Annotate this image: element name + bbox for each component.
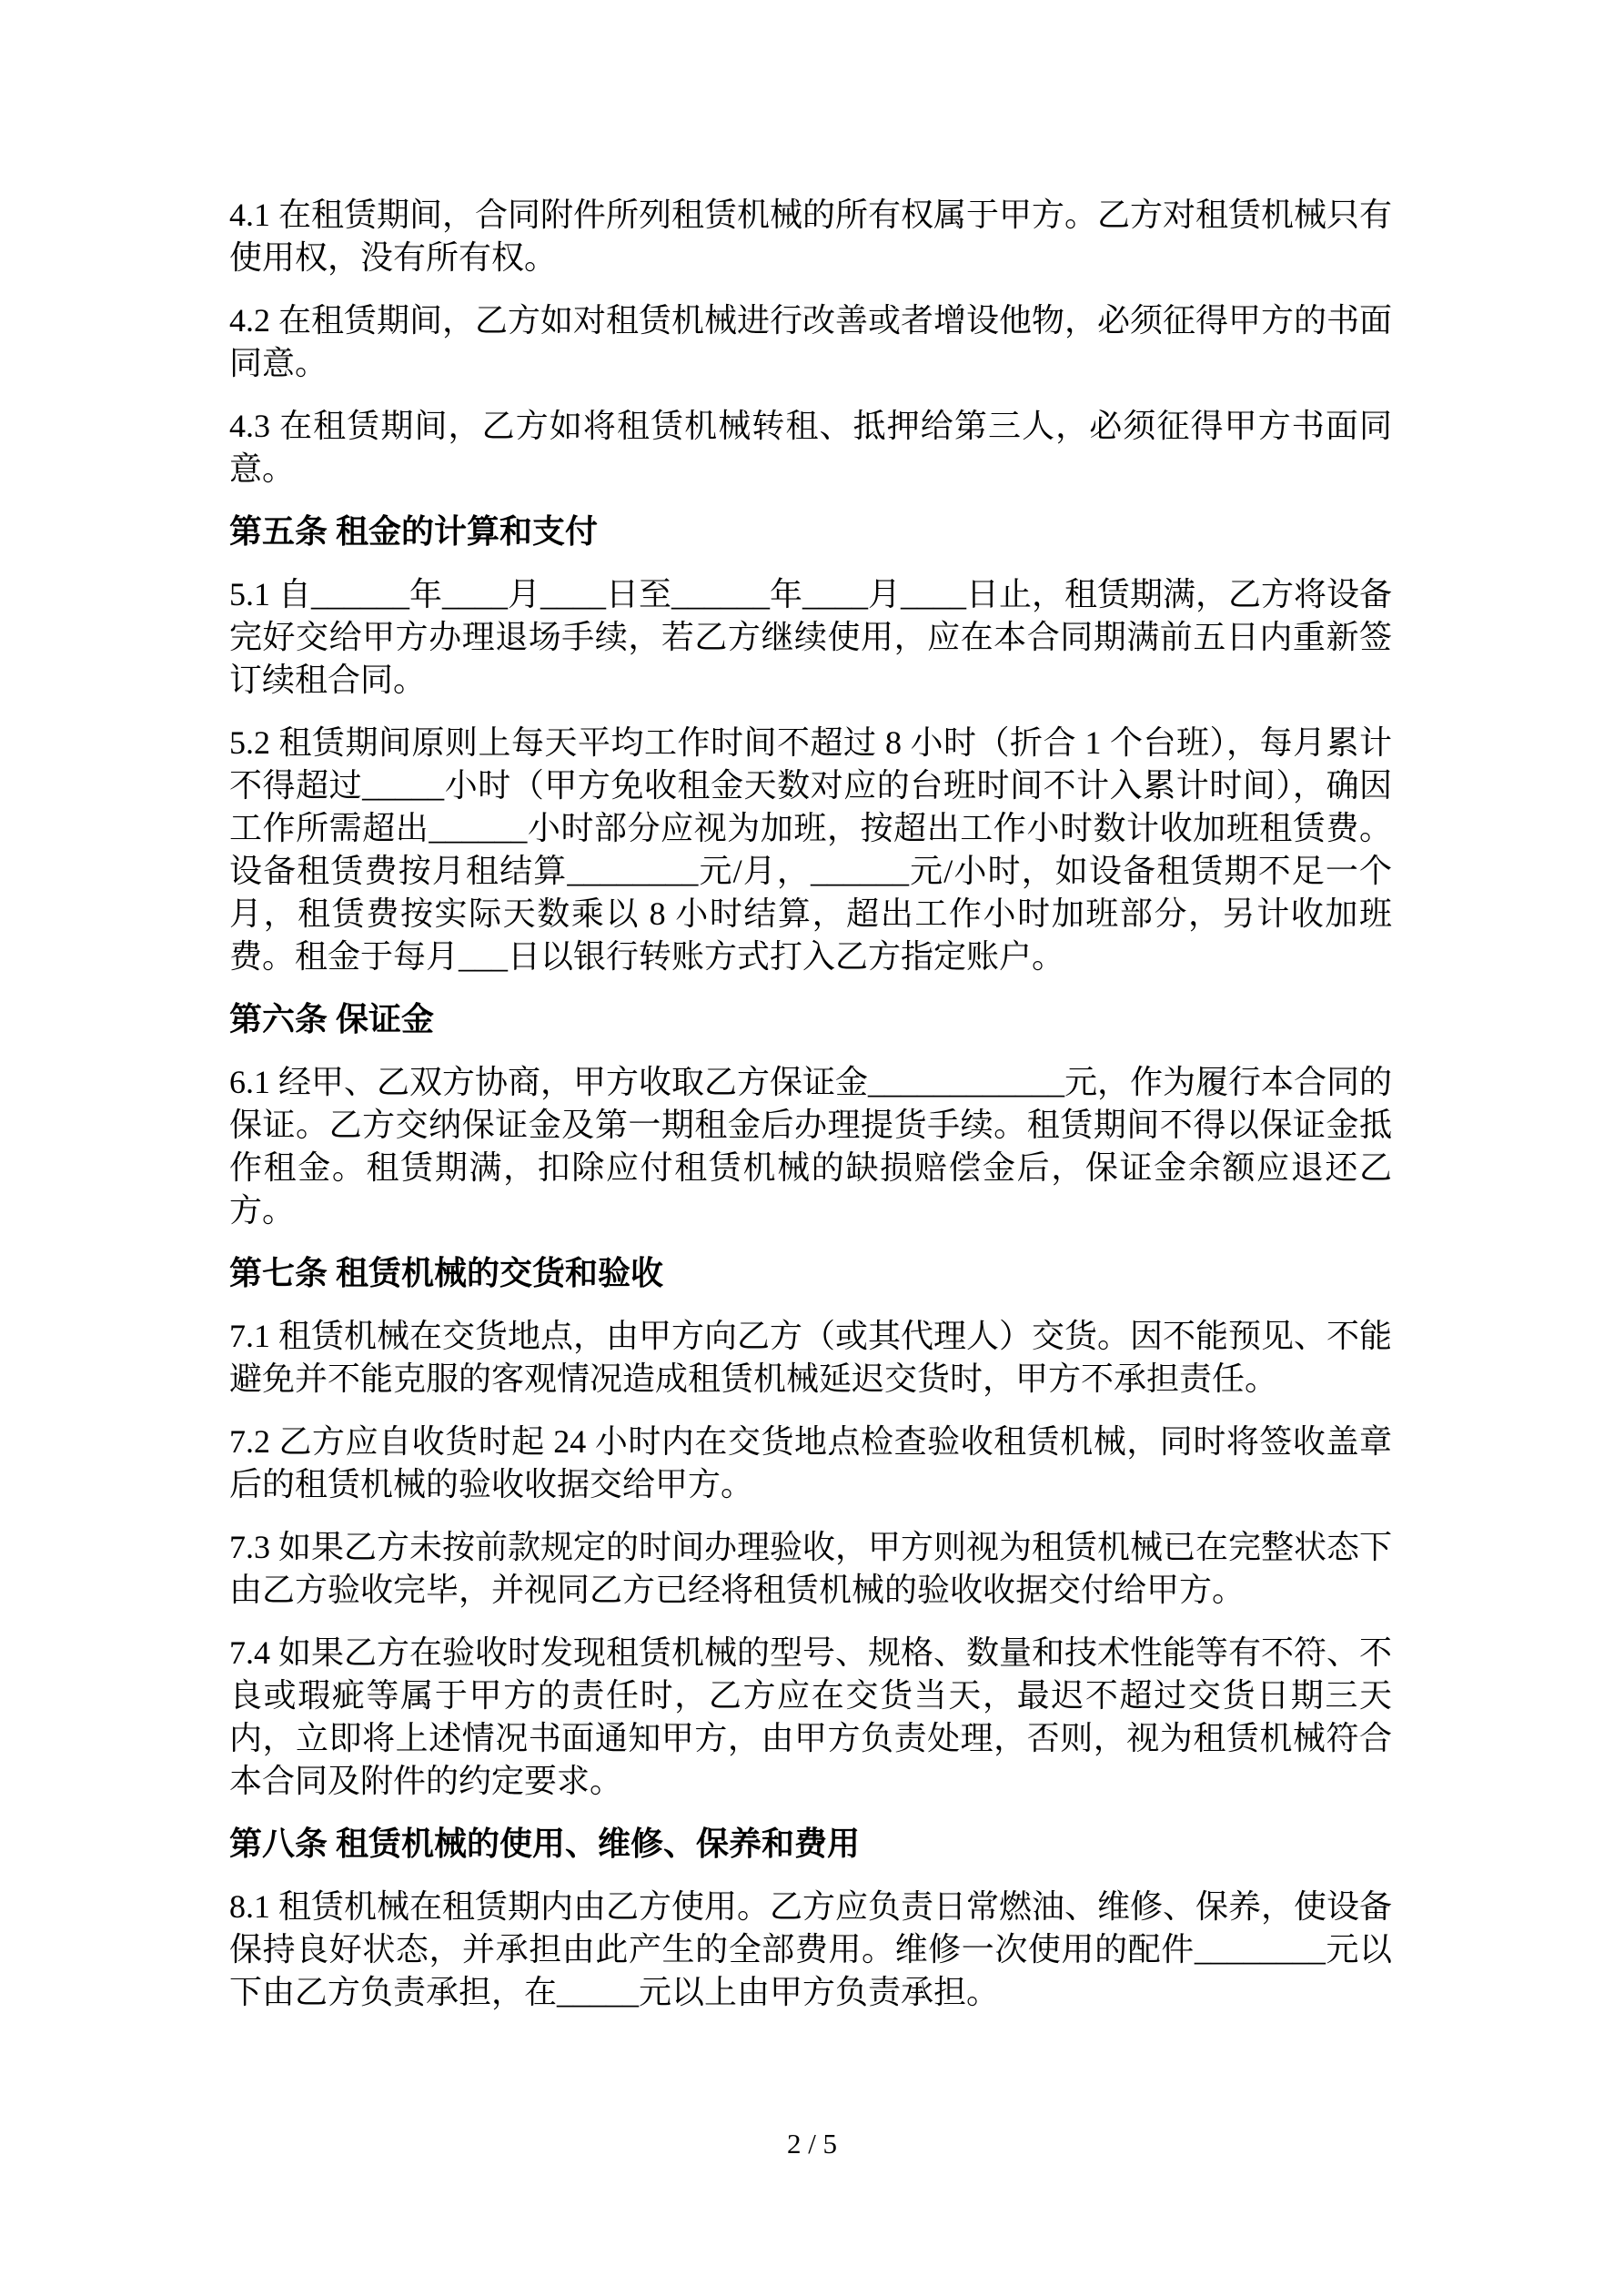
article-6-heading: 第六条 保证金 [229, 1001, 435, 1037]
contract-body [229, 194, 1392, 2034]
article-8-heading: 第八条 租赁机械的使用、维修、保养和费用 [229, 1826, 861, 1862]
clause-4-2: 4.2 在租赁期间，乙方如对租赁机械进行改善或者增设他物，必须征得甲方的书面同意。 [229, 302, 1393, 381]
page-number: 2 / 5 [786, 2128, 838, 2159]
article-7-heading: 第七条 租赁机械的交货和验收 [229, 1255, 664, 1291]
clause-7-1: 7.1 租赁机械在交货地点，由甲方向乙方（或其代理人）交货。因不能预见、不能避免并不能克服的客观情况造成租赁机械延迟交货时，甲方不承担责任。 [229, 1318, 1393, 1397]
clause-7-2: 7.2 乙方应自收货时起 24 小时内在交货地点检查验收租赁机械，同时将签收盖章后的租赁机械的验收收据交给甲方。 [229, 1423, 1392, 1502]
clause-6-1: 6.1 经甲、乙双方协商，甲方收取乙方保证金____________元，作为履行本合同的保证。乙方交纳保证金及第一期租金后办理提货手续。租赁期间不得以保证金抵作租金。租赁期满，扣除应付租赁机械的缺损赔偿金后，保证金余额应退还乙方。 [229, 1064, 1393, 1229]
clause-5-1: 5.1 自______年____月____日至______年____月____日止，租赁期满，乙方将设备完好交给甲方办理退场手续，若乙方继续使用，应在本合同期满前五日内重新签订续租合同。 [229, 576, 1393, 698]
clause-5-2: 5.2 租赁期间原则上每天平均工作时间不超过 8 小时（折合 1 个台班），每月累计不得超过_____小时（甲方免收租金天数对应的台班时间不计入累计时间），确因工作所需超出______小时部分应视为加班，按超出工作小时数计收加班租赁费。设备租赁费按月租结算________元/月，______元/小时，如设备租赁期不足一个月，租赁费按实际天数乘以 8 小时结算，超出工作小时加班部分，另计收加班费。租金于每月___日以银行转账方式打入乙方指定账户。 [229, 724, 1392, 975]
clause-7-4: 7.4 如果乙方在验收时发现租赁机械的型号、规格、数量和技术性能等有不符、不良或瑕疵等属于甲方的责任时，乙方应在交货当天，最迟不超过交货日期三天内，立即将上述情况书面通知甲方，由甲方负责处理，否则，视为租赁机械符合本合同及附件的约定要求。 [229, 1634, 1393, 1799]
clause-7-3: 7.3 如果乙方未按前款规定的时间办理验收，甲方则视为租赁机械已在完整状态下由乙方验收完毕，并视同乙方已经将租赁机械的验收收据交付给甲方。 [229, 1529, 1393, 1608]
clause-4-1: 4.1 在租赁期间，合同附件所列租赁机械的所有权属于甲方。乙方对租赁机械只有使用权，没有所有权。 [229, 197, 1393, 276]
clause-4-3: 4.3 在租赁期间，乙方如将租赁机械转租、抵押给第三人，必须征得甲方书面同意。 [229, 408, 1392, 487]
article-5-heading: 第五条 租金的计算和支付 [229, 513, 599, 550]
clause-8-1: 8.1 租赁机械在租赁期内由乙方使用。乙方应负责日常燃油、维修、保养，使设备保持良好状态，并承担由此产生的全部费用。维修一次使用的配件________元以下由乙方负责承担，在_____元以上由甲方负责承担。 [229, 1888, 1393, 2010]
